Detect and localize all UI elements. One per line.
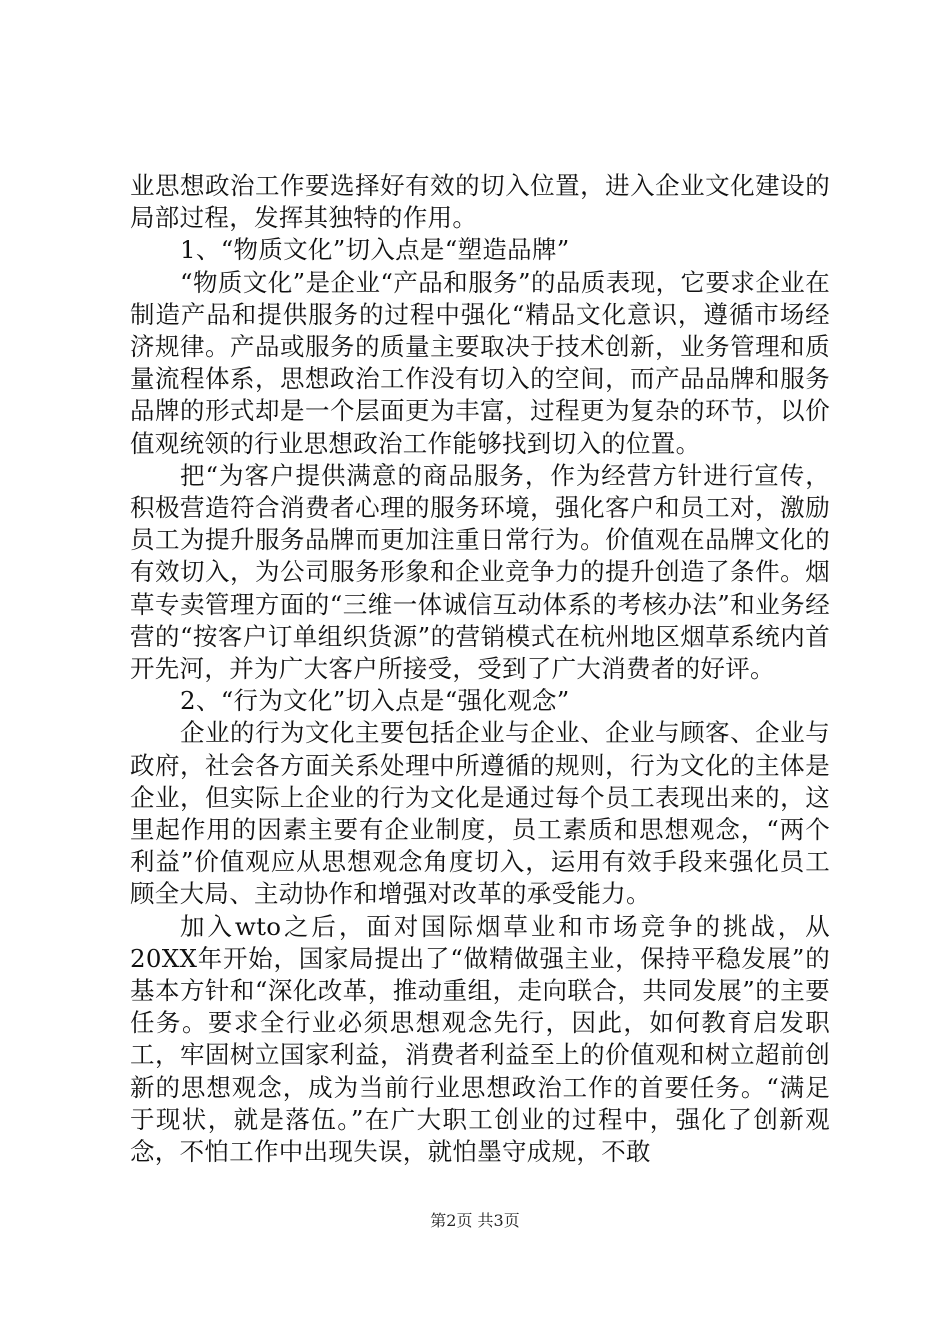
paragraph-behavior-culture: 企业的行为文化主要包括企业与企业、企业与顾客、企业与政府，社会各方面关系处理中所遵循的规则，行为文化的主体是企业，但实际上企业的行为文化是通过每个员工表现出来的，这里起作用的因素主要有企业制度，员工素质和思想观念，“两个利益”价值观应从思想观念角度切入，运用有效手段来强化员工顾全大局、主动协作和增强对改革的承受能力。: [130, 718, 831, 909]
paragraph-wto: 加入wto之后，面对国际烟草业和市场竞争的挑战，从20XX年开始，国家局提出了“做精做强主业，保持平稳发展”的基本方针和“深化改革，推动重组，走向联合，共同发展”的主要任务。要求全行业必须思想观念先行，因此，如何教育启发职工，牢固树立国家利益，消费者利益至上的价值观和树立超前创新的思想观念，成为当前行业思想政治工作的首要任务。“满足于现状，就是落伍。”在广大职工创业的过程中，强化了创新观念，不怕工作中出现失误，就怕墨守成规，不敢: [130, 911, 831, 1167]
page-footer: 第2页 共3页: [430, 1211, 520, 1230]
paragraph-material-culture: “物质文化”是企业“产品和服务”的品质表现，它要求企业在制造产品和提供服务的过程中强化“精品文化意识，遵循市场经济规律。产品或服务的质量主要取决于技术创新，业务管理和质量流程体系，思想政治工作没有切入的空间，而产品品牌和服务品牌的形式却是一个层面更为丰富，过程更为复杂的环节，以价值观统领的行业思想政治工作能够找到切入的位置。: [130, 267, 830, 458]
section-heading-material-culture: 1、“物质文化”切入点是“塑造品牌”: [180, 235, 570, 265]
paragraph-customer-service: 把“为客户提供满意的商品服务，作为经营方针进行宣传，积极营造符合消费者心理的服务环境，强化客户和员工对，激励员工为提升服务品牌而更加注重日常行为。价值观在品牌文化的有效切入，为公司服务形象和企业竞争力的提升创造了条件。烟草专卖管理方面的“三维一体诚信互动体系的考核办法”和业务经营的“按客户订单组织货源”的营销模式在杭州地区烟草系统内首开先河，并为广大客户所接受，受到了广大消费者的好评。: [130, 460, 830, 684]
paragraph-continuation: 业思想政治工作要选择好有效的切入位置，进入企业文化建设的局部过程，发挥其独特的作用。: [130, 171, 830, 233]
section-heading-behavior-culture: 2、“行为文化”切入点是“强化观念”: [180, 686, 570, 716]
document-body: [130, 170, 830, 1168]
